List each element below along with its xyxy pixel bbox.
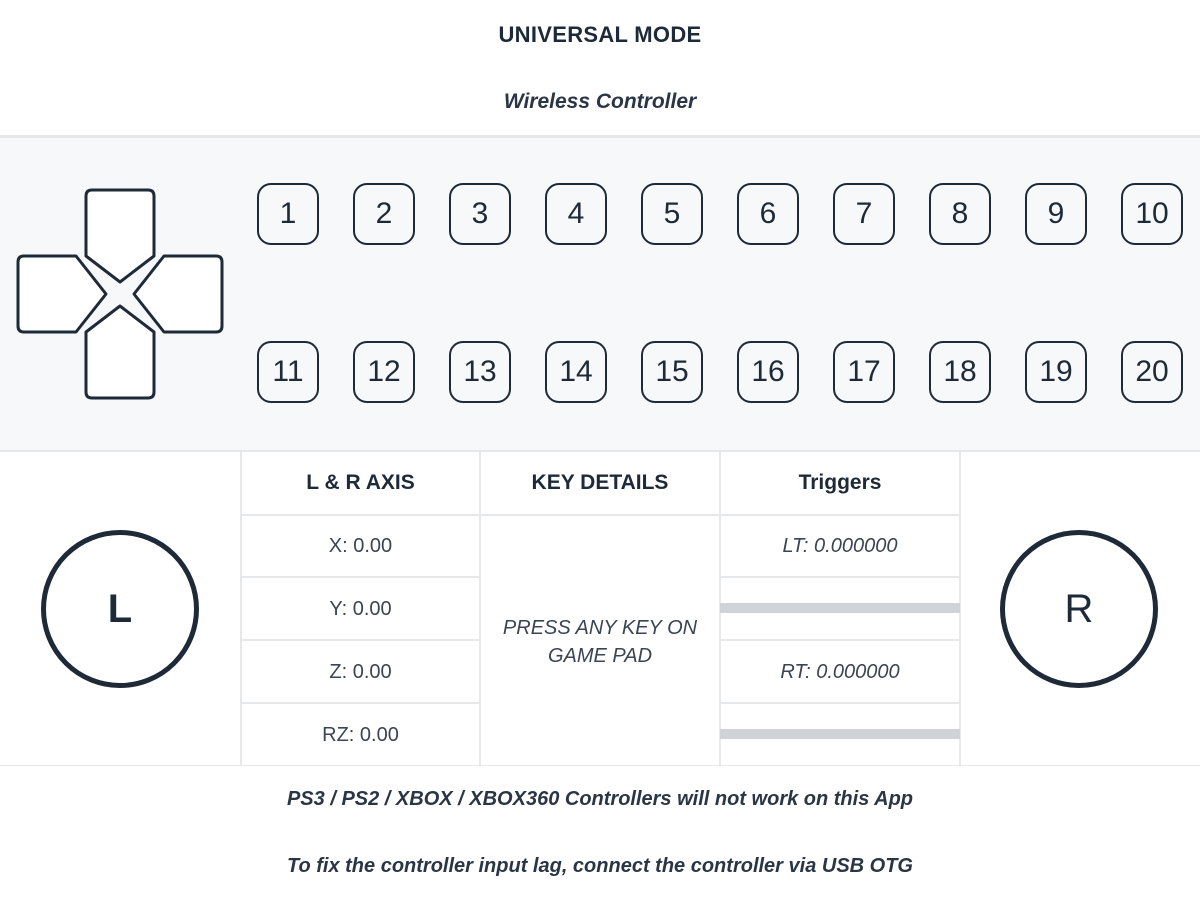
axis-rz-value: RZ: 0.00 bbox=[322, 723, 399, 746]
axis-heading: L & R AXIS bbox=[306, 471, 415, 494]
mode-title: UNIVERSAL MODE bbox=[498, 22, 702, 47]
right-stick[interactable] bbox=[1000, 530, 1158, 688]
gamepad-button[interactable]: 20 bbox=[1121, 341, 1183, 403]
dpad-left bbox=[18, 256, 106, 332]
gamepad-button[interactable]: 14 bbox=[545, 341, 607, 403]
dpad-right bbox=[134, 256, 222, 332]
gamepad-button[interactable]: 2 bbox=[353, 183, 415, 245]
axis-y-value: Y: 0.00 bbox=[329, 597, 392, 620]
gamepad-button[interactable]: 8 bbox=[929, 183, 991, 245]
left-stick[interactable] bbox=[41, 530, 199, 688]
gamepad-button[interactable]: 6 bbox=[737, 183, 799, 245]
gamepad-button[interactable]: 7 bbox=[833, 183, 895, 245]
gamepad-button[interactable]: 11 bbox=[257, 341, 319, 403]
axis-x-value: X: 0.00 bbox=[328, 534, 393, 557]
footer bbox=[0, 766, 1200, 900]
right-stick-label: R bbox=[1064, 586, 1094, 631]
gamepad-button[interactable]: 3 bbox=[449, 183, 511, 245]
gamepad-button[interactable]: 16 bbox=[737, 341, 799, 403]
compatibility-note: PS3 / PS2 / XBOX / XBOX360 Controllers will not work on this App bbox=[286, 788, 914, 810]
dpad-down bbox=[86, 306, 154, 398]
key-details-heading: KEY DETAILS bbox=[531, 471, 669, 494]
rt-bar bbox=[720, 729, 960, 739]
lt-value: LT: 0.000000 bbox=[782, 534, 898, 557]
gamepad-button[interactable]: 19 bbox=[1025, 341, 1087, 403]
rt-value: RT: 0.000000 bbox=[780, 660, 900, 683]
header bbox=[0, 0, 1200, 135]
gamepad-button[interactable]: 15 bbox=[641, 341, 703, 403]
lt-bar bbox=[720, 603, 960, 613]
gamepad-button[interactable]: 5 bbox=[641, 183, 703, 245]
gamepad-button[interactable]: 10 bbox=[1121, 183, 1183, 245]
gamepad-button[interactable]: 17 bbox=[833, 341, 895, 403]
gamepad-button[interactable]: 18 bbox=[929, 341, 991, 403]
device-name: Wireless Controller bbox=[503, 90, 697, 113]
left-stick-label: L bbox=[107, 586, 133, 631]
gamepad-button[interactable]: 12 bbox=[353, 341, 415, 403]
gamepad-button[interactable]: 13 bbox=[449, 341, 511, 403]
dpad-up bbox=[86, 190, 154, 282]
input-lag-note: To fix the controller input lag, connect the controller via USB OTG bbox=[287, 855, 913, 877]
key-details-message: PRESS ANY KEY ON GAME PAD bbox=[502, 617, 698, 667]
axis-z-value: Z: 0.00 bbox=[329, 660, 392, 683]
gamepad-button[interactable]: 4 bbox=[545, 183, 607, 245]
gamepad-button[interactable]: 1 bbox=[257, 183, 319, 245]
triggers-heading: Triggers bbox=[798, 471, 882, 494]
dpad-icon[interactable] bbox=[10, 184, 230, 404]
gamepad-button[interactable]: 9 bbox=[1025, 183, 1087, 245]
